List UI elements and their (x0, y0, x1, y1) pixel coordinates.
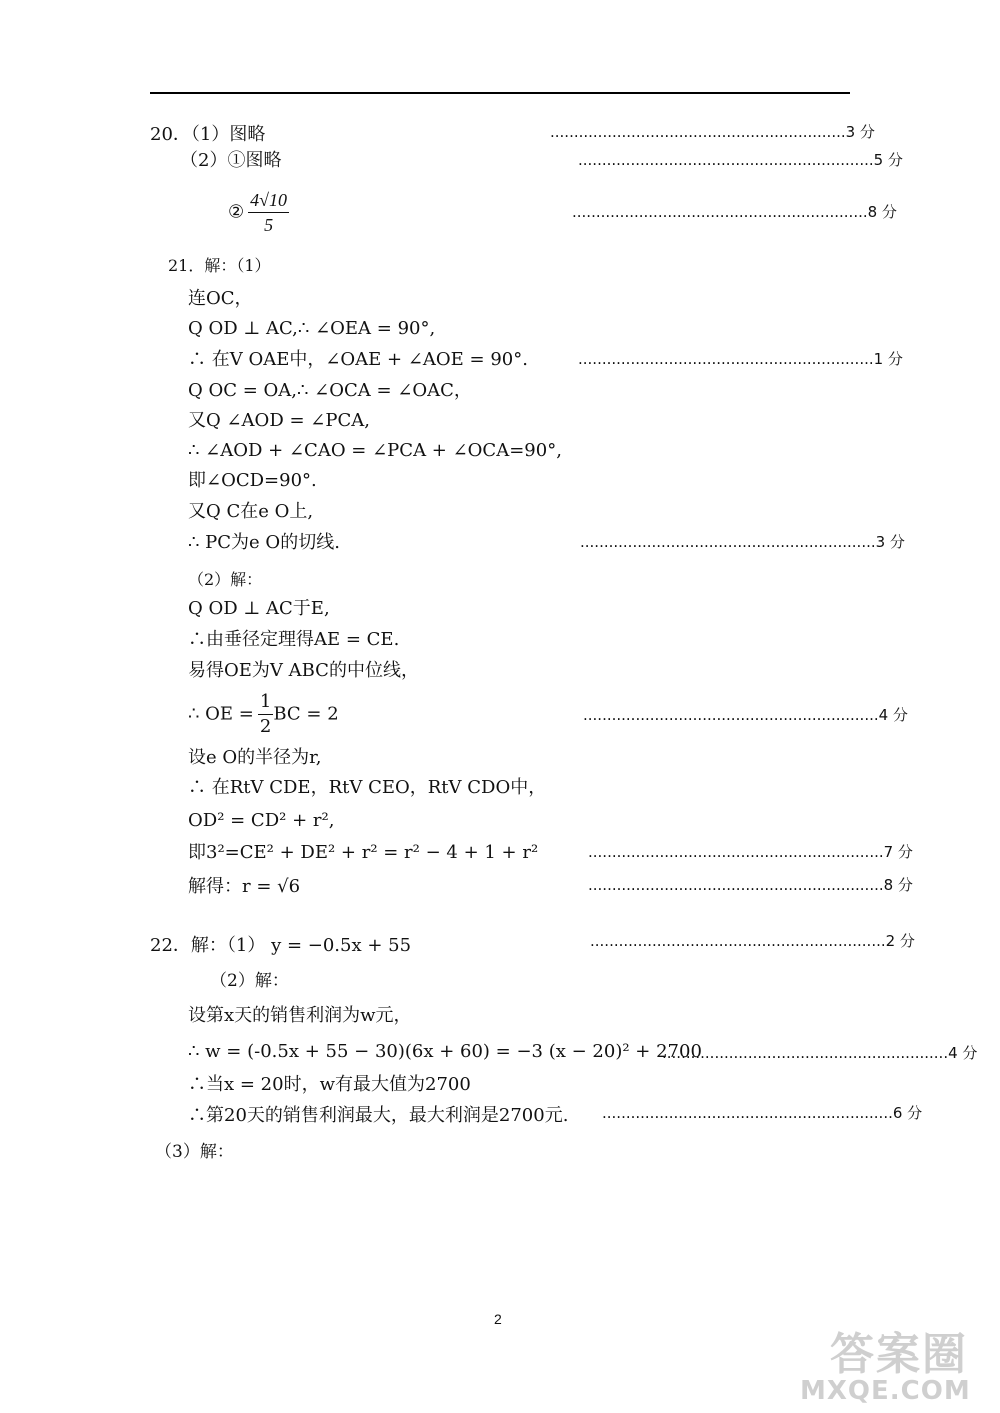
q21-line4: Q OC = OA,∴ ∠OCA = ∠OAC， (188, 380, 472, 401)
q21-line3: ∴ 在V OAE中，∠OAE + ∠AOE = 90°. (188, 349, 528, 370)
q21-line9: ∴ PC为e O的切线. (188, 532, 340, 553)
score-q21-1: ..............................................................1 分 (578, 350, 903, 368)
page-number: 2 (494, 1311, 502, 1327)
q21-line5: 又Q ∠AOD = ∠PCA, (188, 410, 370, 431)
q20-part1: 20．（1）图略 (150, 124, 266, 145)
score-q20-1: ..............................................................3 分 (550, 123, 875, 141)
score-q21-3: ..............................................................4 分 (583, 706, 908, 724)
score-q22-1: ..............................................................2 分 (590, 932, 915, 950)
score-q22-3: .............................................................6 分 (602, 1104, 923, 1122)
eq-suffix: BC = 2 (273, 703, 339, 725)
q22-part3-heading: （3）解： (155, 1142, 234, 1162)
header-rule (150, 92, 850, 94)
q22-part2-heading: （2）解： (210, 971, 289, 991)
q21-line6: ∴ ∠AOD + ∠CAO = ∠PCA + ∠OCA=90°, (188, 440, 562, 461)
score-q21-2: ..............................................................3 分 (580, 533, 905, 551)
q21-line8: 又Q C在e O上, (188, 501, 314, 522)
watermark-logo (800, 1318, 990, 1408)
watermark-text-bottom: MXQE.COM (800, 1376, 971, 1406)
q21-part2-heading: （2）解： (188, 570, 263, 589)
q21-heading: 21．解：（1） (168, 256, 271, 275)
score-q21-4: ..............................................................7 分 (588, 843, 913, 861)
fraction-numerator: 1 (258, 690, 273, 715)
q22-line2: 设第x天的销售利润为w元， (188, 1005, 412, 1026)
q21-line10: Q OD ⊥ AC于E, (188, 598, 330, 619)
q22-line4: ∴当x = 20时，w有最大值为2700 (188, 1074, 471, 1095)
q21-line15: ∴ 在RtV CDE，RtV CEO，RtV CDO中， (188, 777, 547, 798)
q22-line1: 22．解：（1） y = −0.5x + 55 (150, 935, 412, 956)
score-q22-2: ............................................................4 分 (662, 1044, 978, 1062)
fraction-denominator: 2 (259, 716, 272, 737)
fraction (248, 188, 289, 237)
q20-part2: （2）①图略 (180, 150, 282, 171)
score-q21-5: ..............................................................8 分 (588, 876, 913, 894)
q21-line1: 连OC， (188, 288, 253, 309)
score-q20-3: ..............................................................8 分 (572, 203, 897, 221)
q22-line5: ∴第20天的销售利润最大，最大利润是2700元. (188, 1105, 569, 1126)
q21-line12: 易得OE为V ABC的中位线， (188, 660, 419, 681)
score-q20-2: ..............................................................5 分 (578, 151, 903, 169)
circled-number: ② (228, 201, 245, 223)
q21-line7: 即∠OCD=90°. (188, 470, 317, 491)
watermark-text-top: 答案圈 (830, 1329, 968, 1380)
eq-prefix: ∴ OE = (188, 703, 254, 725)
q21-line2: Q OD ⊥ AC,∴ ∠OEA = 90°, (188, 318, 436, 339)
q21-line18: 解得：r = √6 (188, 876, 301, 897)
q21-line13 (188, 690, 339, 739)
q22-line3: ∴ w = (-0.5x + 55 − 30)(6x + 60) = −3 (x − 20)² + 2700 (188, 1041, 702, 1062)
fraction-numerator: 4√10 (248, 188, 289, 213)
q21-line17: 即3²=CE² + DE² + r² = r² − 4 + 1 + r² (188, 842, 539, 863)
fraction (258, 690, 273, 739)
q21-line14: 设e O的半径为r, (188, 747, 322, 768)
q21-line11: ∴由垂径定理得AE = CE. (188, 629, 400, 650)
fraction-denominator: 5 (264, 215, 274, 235)
q21-line16: OD² = CD² + r², (188, 810, 335, 831)
q20-part2-answer (228, 188, 289, 237)
